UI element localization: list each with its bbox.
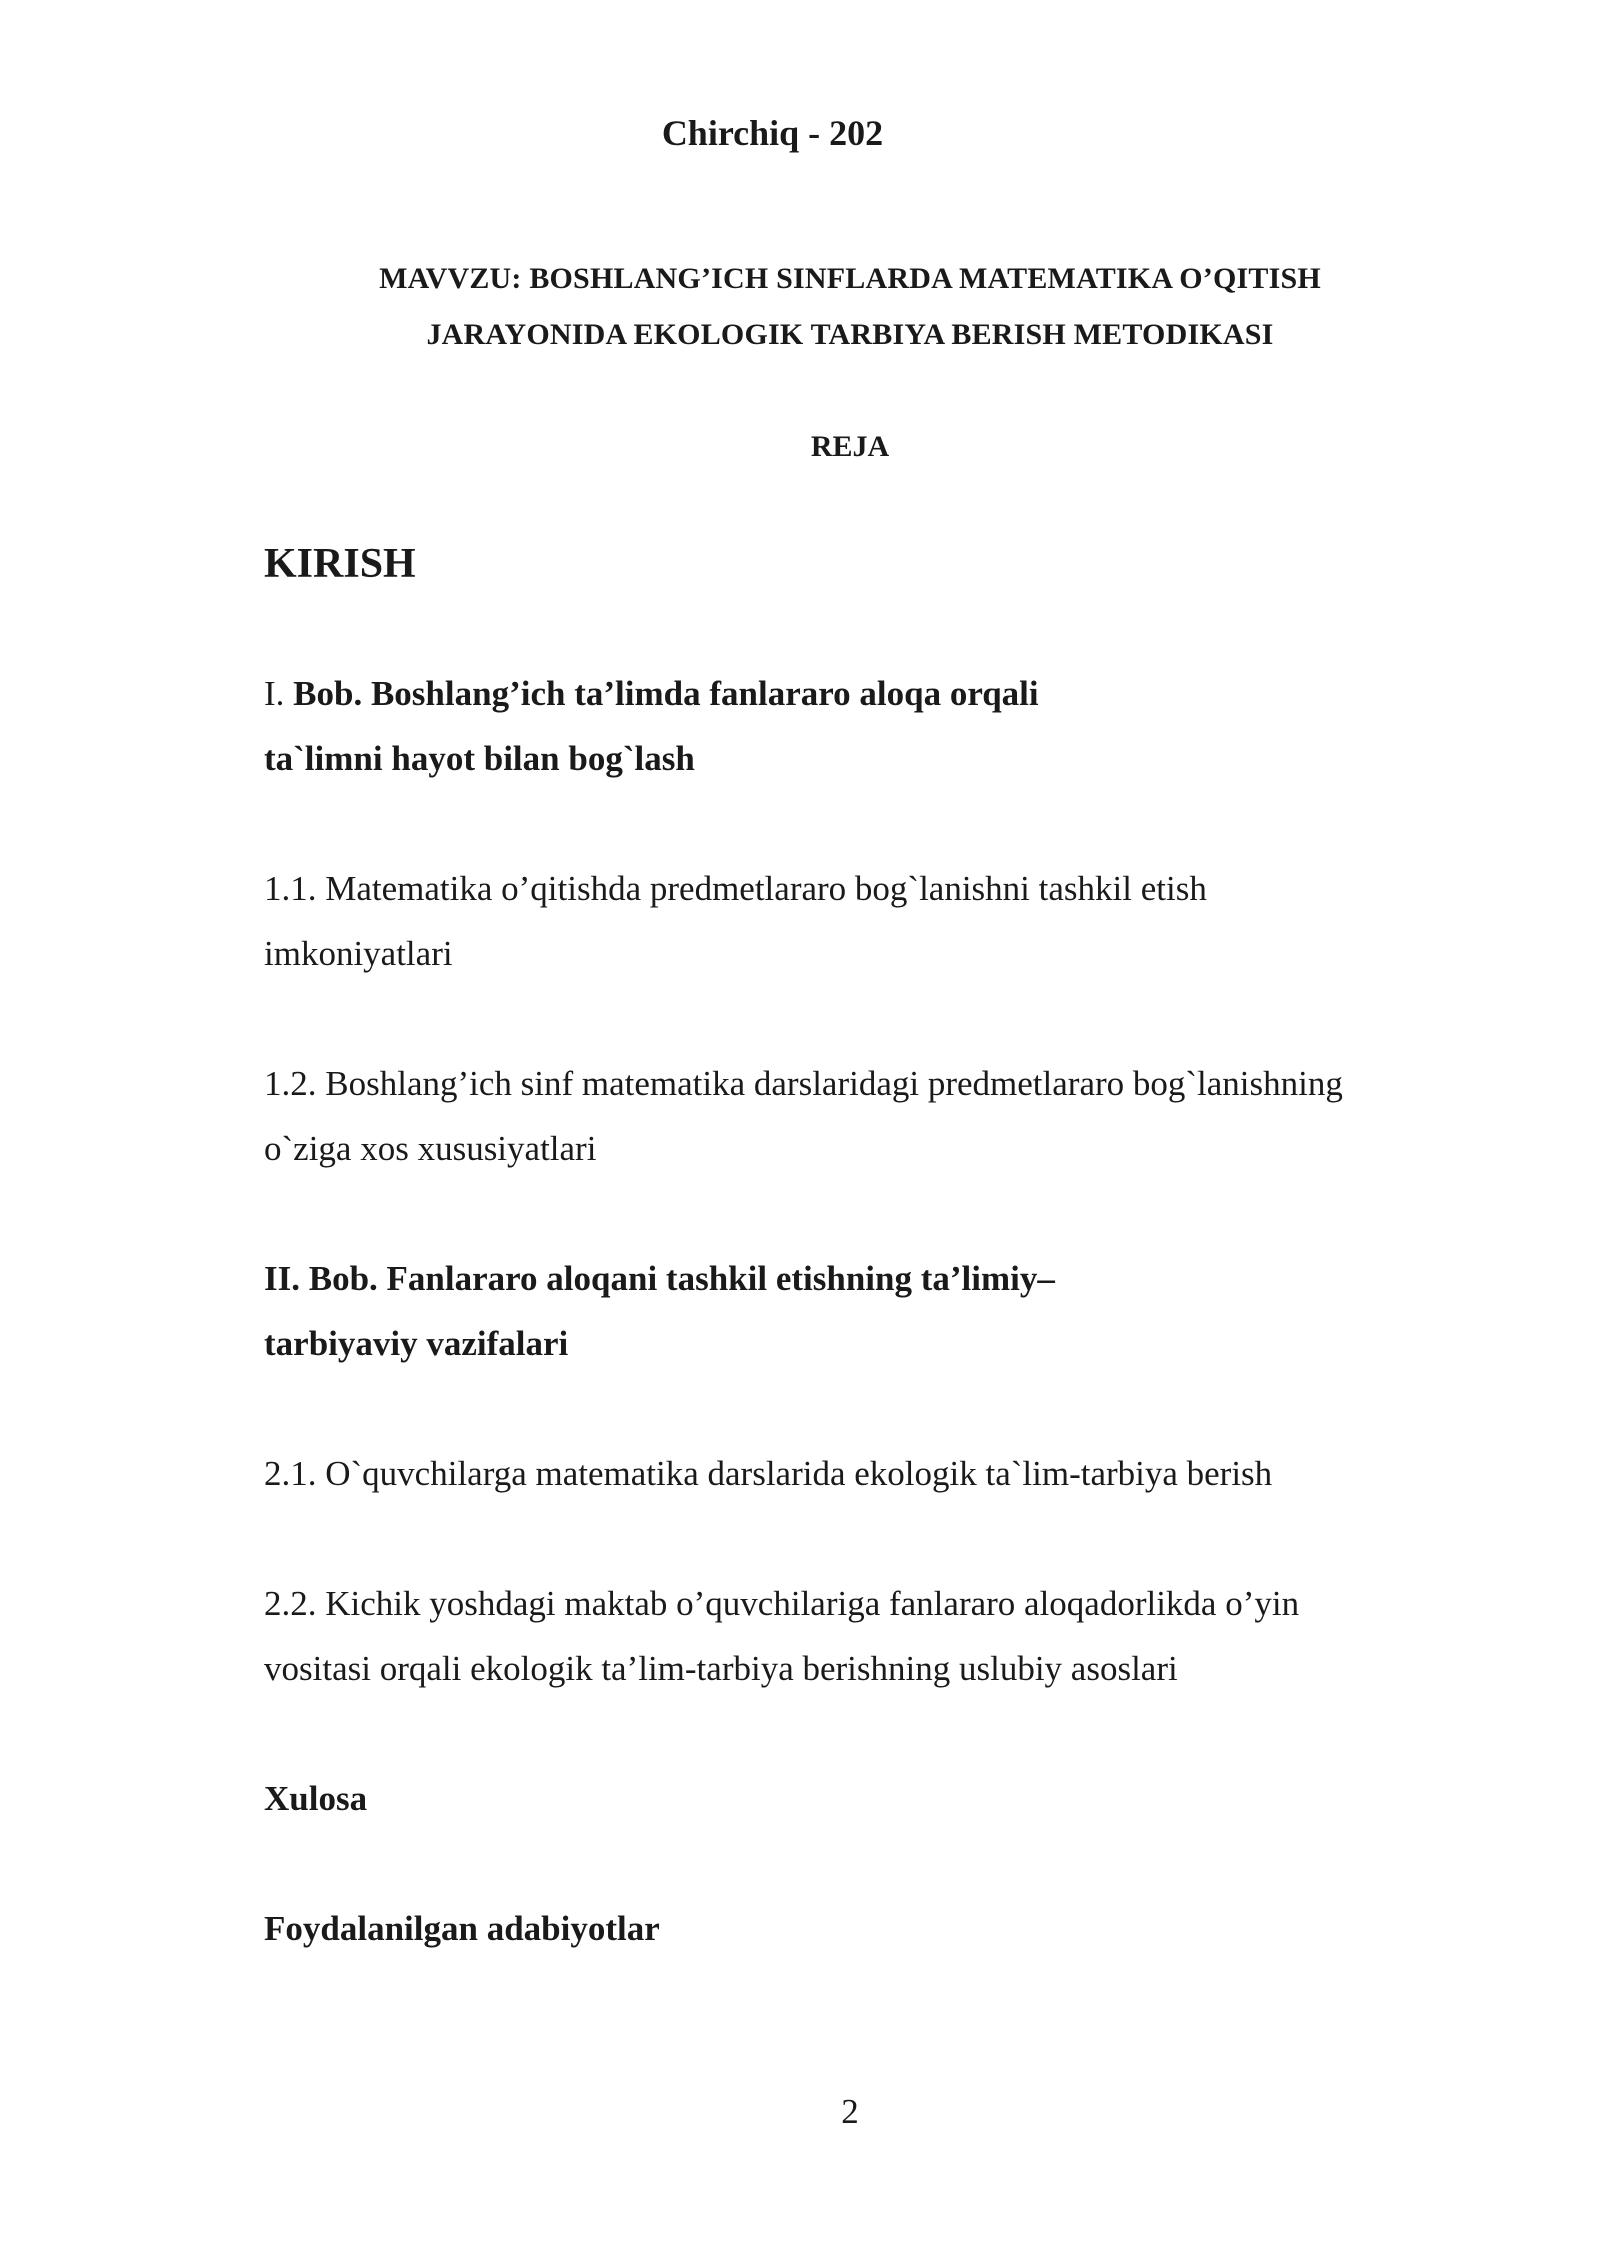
section-1-1-line-2: imkoniyatlari (264, 934, 453, 973)
section-2-1-line-1: 2.1. O`quvchilarga matematika darslarida ekologik ta`lim-tarbiya berish (264, 1454, 1273, 1493)
chapter-1-line-2: ta`limni hayot bilan bog`lash (264, 739, 695, 778)
section-1-1-line-1: 1.1. Matematika o’qitishda predmetlararo bog`lanishni tashkil etish (264, 869, 1207, 908)
chapter-1-line-1 (264, 674, 1039, 714)
section-1-2-line-2: o`ziga xos xususiyatlari (264, 1129, 597, 1168)
city-year-heading: Chirchiq - 202 (661, 113, 884, 153)
topic-title-line-1: MAVVZU: BOSHLANG’ICH SINFLARDA MATEMATIKA O’QITISH (379, 262, 1321, 295)
plan-title: REJA (810, 430, 890, 463)
conclusion-heading: Xulosa (264, 1779, 368, 1818)
section-1-2-line-1: 1.2. Boshlang’ich sinf matematika darslaridagi predmetlararo bog`lanishning (264, 1064, 1343, 1103)
chapter-1-numeral: I. (264, 674, 285, 713)
chapter-1-title: Bob. Boshlang’ich ta’limda fanlararo aloqa orqali (293, 674, 1039, 713)
page-number: 2 (841, 2092, 859, 2131)
chapter-2-line-2: tarbiyaviy vazifalari (264, 1324, 569, 1363)
intro-heading: KIRISH (264, 541, 416, 587)
chapter-2-line-1: II. Bob. Fanlararo aloqani tashkil etishning ta’limiy– (264, 1259, 1055, 1298)
topic-title-line-2: JARAYONIDA EKOLOGIK TARBIYA BERISH METODIKASI (426, 318, 1274, 351)
references-heading: Foydalanilgan adabiyotlar (264, 1909, 660, 1948)
section-2-2-line-2: vositasi orqali ekologik ta’lim-tarbiya berishning uslubiy asoslari (264, 1649, 1178, 1688)
section-2-2-line-1: 2.2. Kichik yoshdagi maktab o’quvchilariga fanlararo aloqadorlikda o’yin (264, 1584, 1300, 1623)
